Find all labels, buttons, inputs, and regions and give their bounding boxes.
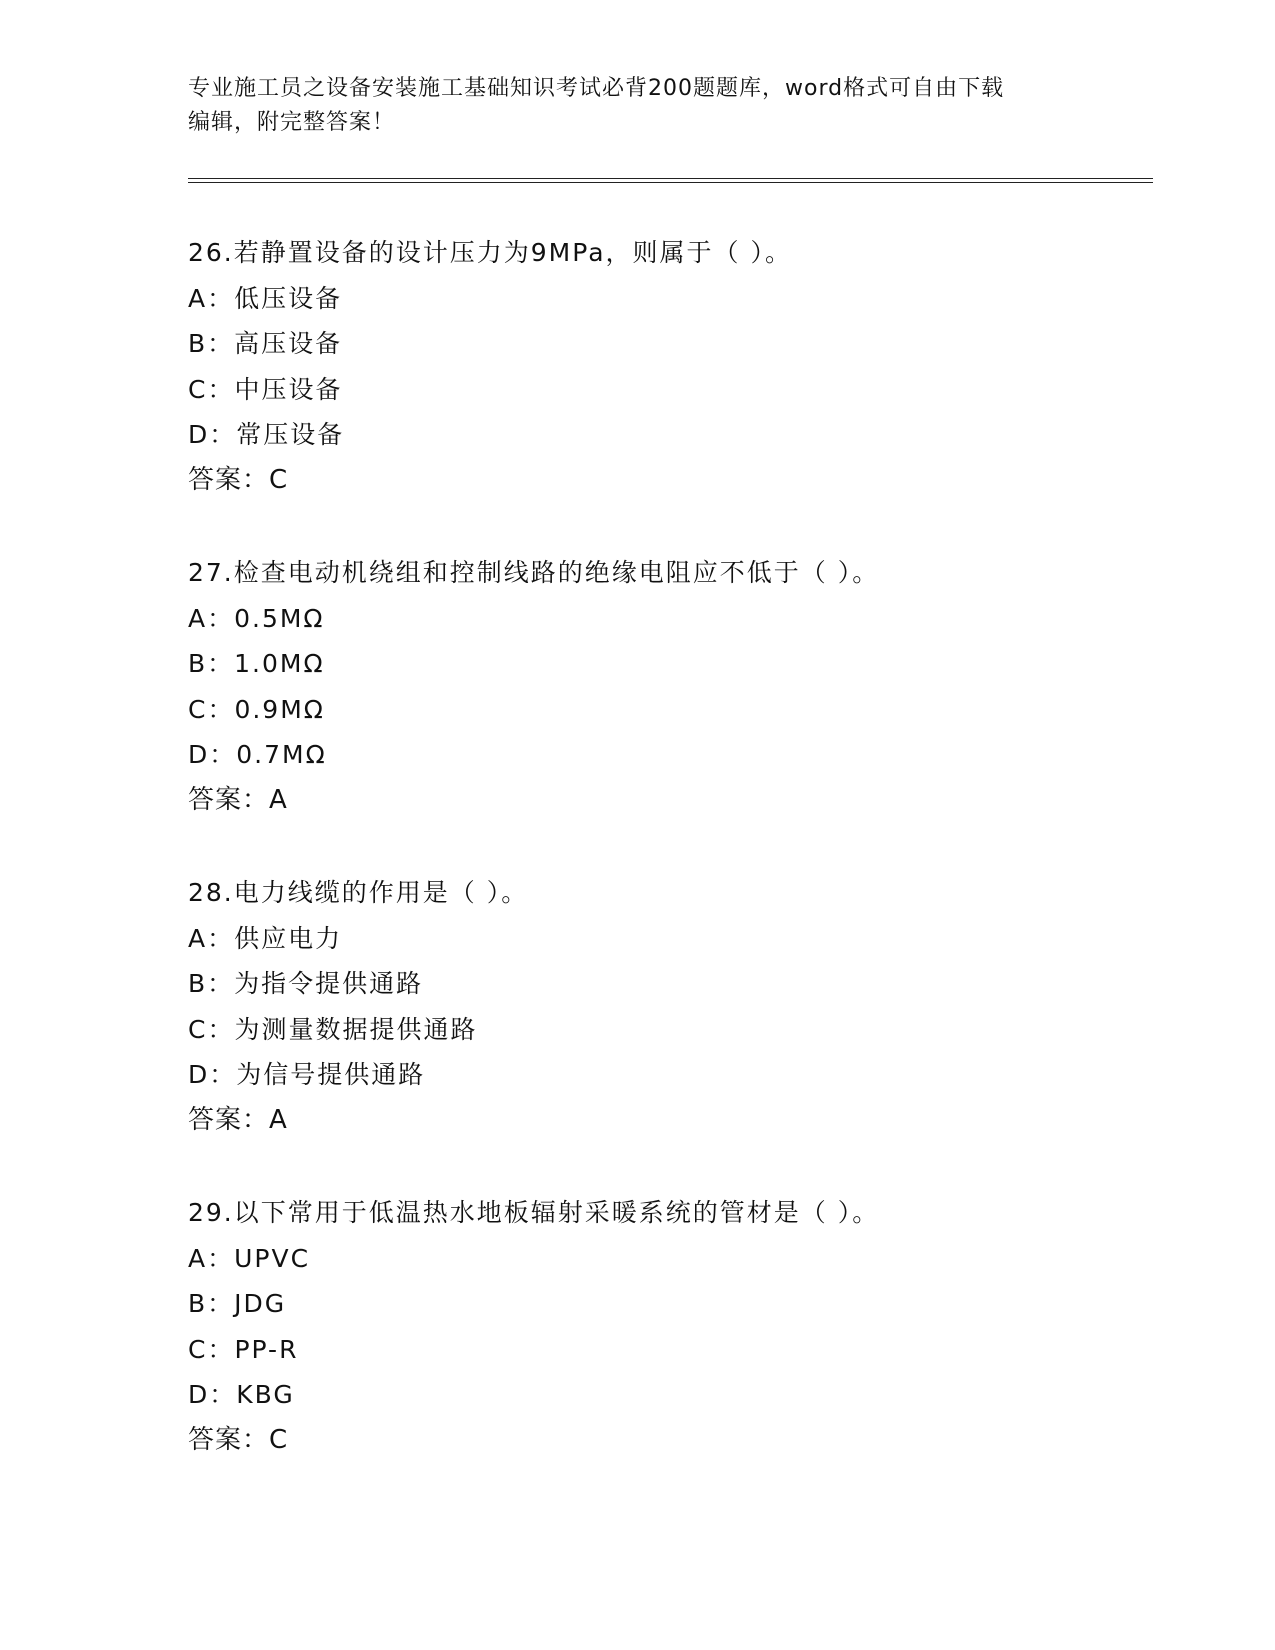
option-c: C：为测量数据提供通路: [188, 1014, 478, 1044]
option-d: D：0.7MΩ: [188, 740, 327, 769]
question-26: [188, 230, 1148, 503]
option-b: B：高压设备: [188, 329, 343, 358]
option-a: A：供应电力: [188, 923, 343, 953]
option-a: A：低压设备: [188, 283, 343, 313]
option-a: A：UPVC: [188, 1243, 311, 1273]
option-c: C：0.9MΩ: [188, 694, 325, 724]
option-b: B：JDG: [188, 1289, 287, 1318]
option-b: B：1.0MΩ: [188, 649, 325, 678]
answer-label: 答案：C: [188, 464, 289, 495]
question-stem: 28.电力线缆的作用是（ ）。: [188, 878, 529, 907]
option-a: A：0.5MΩ: [188, 603, 325, 633]
header-line-1: 专业施工员之设备安装施工基础知识考试必背200题题库，word格式可自由下载: [188, 76, 1005, 101]
answer-label: 答案：A: [188, 784, 288, 815]
question-29: [188, 1190, 1148, 1463]
header-divider-bottom: [188, 182, 1153, 183]
option-c: C：中压设备: [188, 374, 343, 404]
option-d: D：为信号提供通路: [188, 1060, 426, 1089]
question-stem: 29.以下常用于低温热水地板辐射采暖系统的管材是（ ）。: [188, 1198, 880, 1227]
question-stem: 27.检查电动机绕组和控制线路的绝缘电阻应不低于（ ）。: [188, 558, 880, 587]
document-header: [188, 72, 1068, 140]
question-27: [188, 550, 1148, 823]
header-line-2: 编辑，附完整答案！: [188, 110, 396, 135]
question-28: [188, 870, 1148, 1143]
question-stem: 26.若静置设备的设计压力为9MPa，则属于（ ）。: [188, 238, 792, 267]
option-d: D：KBG: [188, 1380, 295, 1409]
answer-label: 答案：A: [188, 1104, 288, 1135]
option-d: D：常压设备: [188, 420, 345, 449]
header-divider-top: [188, 178, 1153, 179]
option-b: B：为指令提供通路: [188, 969, 424, 998]
option-c: C：PP-R: [188, 1334, 299, 1364]
answer-label: 答案：C: [188, 1424, 289, 1455]
